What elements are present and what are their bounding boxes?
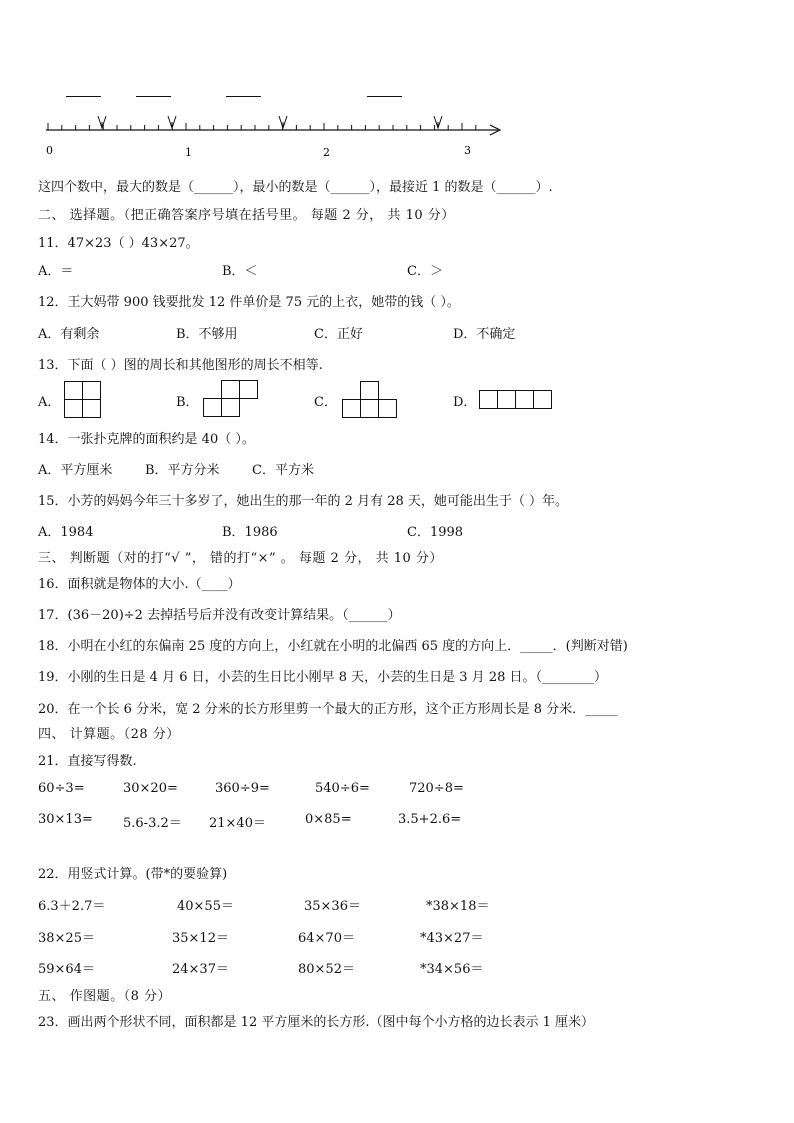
q11-option-a[interactable]: A．＝ (38, 264, 74, 279)
q11-option-c[interactable]: C．＞ (407, 264, 443, 279)
section-4-heading: 四、 计算题。（28 分） (38, 727, 180, 742)
tick-label-3: 3 (464, 144, 471, 157)
q22-item: 35×36＝ (304, 899, 361, 914)
q14-option-b[interactable]: B．平方分米 (145, 463, 220, 478)
q12-option-d[interactable]: D．不确定 (453, 327, 516, 342)
q21-item: 360÷9= (215, 781, 270, 796)
q13-figure-b (203, 380, 257, 418)
q22-item: 38×25＝ (38, 931, 95, 946)
q21-item: 30×13= (38, 812, 93, 827)
q22-item: 64×70＝ (298, 931, 355, 946)
q17-text: 17．(36－20)÷2 去掉括号后并没有改变计算结果。（______） (38, 608, 401, 623)
q12-option-c[interactable]: C．正好 (314, 327, 363, 342)
q21-item: 30×20= (123, 781, 178, 796)
tick-label-1: 1 (185, 146, 192, 159)
q22-item: 35×12＝ (172, 931, 229, 946)
q15-option-a[interactable]: A．1984 (38, 525, 94, 540)
q15-option-b[interactable]: B．1986 (222, 525, 278, 540)
number-line-blank-2[interactable] (136, 96, 171, 97)
position-markers (98, 116, 442, 128)
q21-item: 0×85= (305, 812, 352, 827)
tick-label-0: 0 (46, 144, 53, 157)
section-5-heading: 五、 作图题。（8 分） (38, 989, 172, 1004)
q13-option-a[interactable]: A． (38, 395, 61, 410)
q13-figure-a (64, 381, 100, 417)
q12-stem: 12．王大妈带 900 钱要批发 12 件单价是 75 元的上衣，她带的钱（ ）。 (38, 295, 460, 310)
q19-text: 19．小刚的生日是 4 月 6 日，小芸的生日比小刚早 8 天，小芸的生日是 3 月 28 日。（________） (38, 670, 607, 685)
section-2-heading: 二、 选择题。（把正确答案序号填在括号里。 每题 2 分， 共 10 分） (38, 208, 455, 223)
q22-item: *34×56＝ (420, 962, 484, 977)
number-line-blank-3[interactable] (226, 96, 261, 97)
q13-figure-c (342, 381, 398, 419)
q22-item: *43×27＝ (420, 931, 484, 946)
q13-stem: 13．下面（ ）图的周长和其他图形的周长不相等. (38, 358, 323, 373)
q21-stem: 21．直接写得数. (38, 754, 137, 769)
q21-item: 60÷3= (38, 781, 85, 796)
q22-stem: 22．用竖式计算。(带*的要验算) (38, 867, 228, 882)
q12-option-a[interactable]: A．有剩余 (38, 327, 100, 342)
q21-item: 5.6-3.2＝ (123, 816, 182, 831)
number-line-blank-1[interactable] (66, 96, 101, 97)
q16-text: 16．面积就是物体的大小.（____） (38, 577, 241, 592)
q22-item: 40×55＝ (177, 899, 234, 914)
q21-item: 21×40＝ (209, 816, 266, 831)
number-line (40, 112, 510, 162)
q15-option-c[interactable]: C．1998 (407, 525, 464, 540)
q21-item: 3.5+2.6= (398, 812, 462, 827)
q14-stem: 14．一张扑克牌的面积约是 40（ ）。 (38, 432, 255, 447)
q11-stem: 11．47×23（ ）43×27。 (38, 236, 199, 251)
q14-option-a[interactable]: A．平方厘米 (38, 463, 113, 478)
q12-option-b[interactable]: B．不够用 (176, 327, 238, 342)
tick-label-2: 2 (323, 146, 330, 159)
q21-item: 540÷6= (315, 781, 370, 796)
q20-text: 20．在一个长 6 分米，宽 2 分米的长方形里剪一个最大的正方形，这个正方形周长是 8 分米．_____ (38, 702, 618, 717)
section-3-heading: 三、 判断题（对的打“√ ”， 错的打“×” 。 每题 2 分， 共 10 分） (38, 551, 443, 566)
q23-text: 23．画出两个形状不同，面积都是 12 平方厘米的长方形.（图中每个小方格的边长表示 1 厘米） (38, 1015, 595, 1030)
q22-item: 6.3＋2.7＝ (38, 899, 106, 914)
q22-item: 59×64＝ (38, 962, 95, 977)
q15-stem: 15．小芳的妈妈今年三十多岁了，她出生的那一年的 2 月有 28 天，她可能出生于（ ）年。 (38, 494, 569, 509)
q22-item: 80×52＝ (298, 962, 355, 977)
q22-item: *38×18＝ (426, 899, 490, 914)
q22-item: 24×37＝ (172, 962, 229, 977)
number-line-blank-4[interactable] (367, 96, 402, 97)
q21-item: 720÷8= (409, 781, 464, 796)
q10-text: 这四个数中，最大的数是（______），最小的数是（______），最接近 1 的数是（______）. (38, 180, 553, 195)
q13-option-b[interactable]: B． (176, 395, 199, 410)
q18-text: 18．小明在小红的东偏南 25 度的方向上，小红就在小明的北偏西 65 度的方向上．_____．(判断对错) (38, 639, 628, 654)
q13-option-c[interactable]: C． (314, 395, 337, 410)
q14-option-c[interactable]: C．平方米 (252, 463, 314, 478)
q11-option-b[interactable]: B．＜ (222, 264, 258, 279)
q13-figure-d (479, 390, 553, 410)
q13-option-d[interactable]: D． (453, 395, 477, 410)
